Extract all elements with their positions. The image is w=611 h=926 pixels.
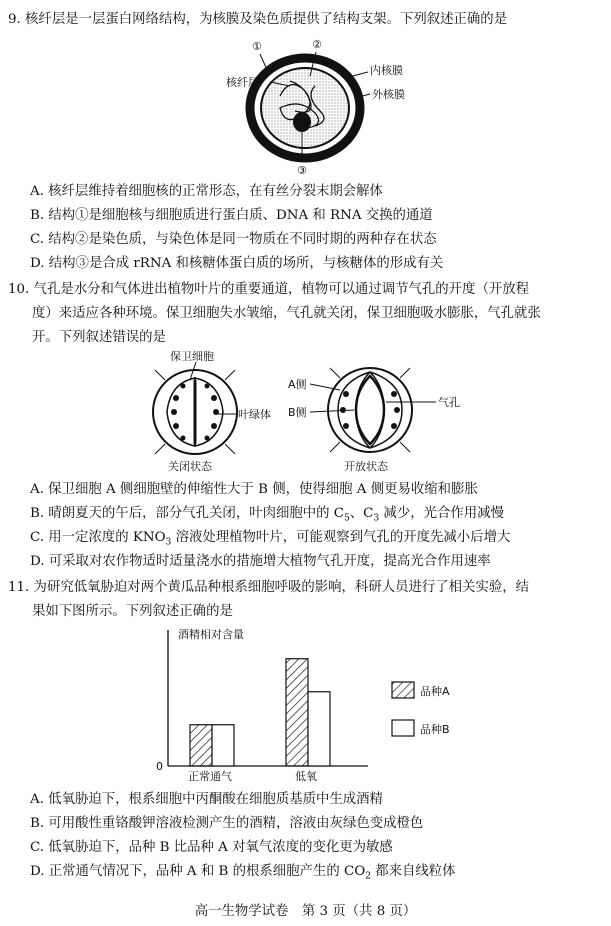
label-nuclear-lamina: 核纤层 (226, 76, 259, 89)
nucleolus-shape (293, 112, 311, 132)
q10-option-b[interactable]: B. 晴朗夏天的午后，部分气孔关闭，叶肉细胞中的 $C_5$、$C_3$ 减少，光合作用减慢 (30, 506, 504, 524)
open-stoma-shape (328, 368, 412, 452)
q10-stem-line1: 10. 气孔是水分和气体进出植物叶片的重要通道，植物可以通过调节气孔的开度（开放程 (8, 282, 530, 297)
legend-swatch-0 (392, 682, 414, 698)
bar-b-0 (212, 725, 234, 766)
label-circle-2: ② (312, 38, 322, 51)
q11-option-c[interactable]: C. 低氧胁迫下，品种 B 比品种 A 对氧气浓度的变化更为敏感 (30, 840, 393, 855)
label-chloroplast: 叶绿体 (238, 408, 271, 421)
q11-option-b[interactable]: B. 可用酸性重铬酸钾溶液检测产生的酒精，溶液由灰绿色变成橙色 (30, 816, 424, 831)
legend-label-1: 品种B (420, 723, 450, 736)
legend-swatch-1 (392, 720, 414, 736)
category-label-0: 正常通气 (188, 770, 232, 783)
q9-option-c[interactable]: C. 结构②是染色质，与染色体是同一物质在不同时期的两种存在状态 (30, 232, 437, 247)
label-side-a: A侧 (288, 378, 307, 391)
q11-stem-line1: 11. 为研究低氧胁迫对两个黄瓜品种根系细胞呼吸的影响，科研人员进行了相关实验，结 (8, 580, 530, 595)
label-open-state: 开放状态 (344, 460, 388, 473)
q9-option-a[interactable]: A. 核纤层维持着细胞核的正常形态，在有丝分裂末期会解体 (30, 184, 383, 199)
q10-stem-line2: 度）来适应各种环境。保卫细胞失水皱缩，气孔就关闭，保卫细胞吸水膨胀，气孔就张 (32, 306, 541, 321)
alcohol-chart (140, 622, 480, 784)
q11-stem-line2: 果如下图所示。下列叙述正确的是 (32, 604, 233, 619)
q10-option-d[interactable]: D. 可采取对农作物适时适量浇水的措施增大植物气孔开度，提高光合作用速率 (30, 554, 491, 569)
bar-b-1 (308, 692, 330, 766)
nucleus-figure (220, 36, 440, 176)
q11-option-d[interactable]: D. 正常通气情况下，品种 A 和 B 的根系细胞产生的 $CO_2$ 都来自线粒体 (30, 864, 456, 882)
label-stoma: 气孔 (438, 396, 460, 409)
q9-option-b[interactable]: B. 结构①是细胞核与细胞质进行蛋白质、DNA 和 RNA 交换的通道 (30, 208, 433, 223)
legend-label-0: 品种A (420, 685, 450, 698)
q10-option-c[interactable]: C. 用一定浓度的 $KNO_3$ 溶液处理植物叶片，可能观察到气孔的开度先减小后增大 (30, 530, 511, 548)
label-side-b: B侧 (288, 406, 307, 419)
inner-membrane-shape (261, 68, 349, 148)
label-circle-3: ③ (297, 164, 307, 176)
label-outer-membrane: 外核膜 (372, 88, 405, 101)
closed-stoma-shape (153, 370, 237, 454)
label-closed-state: 关闭状态 (168, 460, 212, 473)
stomata-figure (140, 350, 470, 475)
q10-stem-line3: 开。下列叙述错误的是 (32, 330, 166, 345)
bar-a-1 (286, 659, 308, 766)
q11-option-a[interactable]: A. 低氧胁迫下，根系细胞中丙酮酸在细胞质基质中生成酒精 (30, 792, 383, 807)
q9-option-d[interactable]: D. 结构③是合成 rRNA 和核糖体蛋白质的场所，与核糖体的形成有关 (30, 256, 444, 271)
label-inner-membrane: 内核膜 (370, 64, 403, 77)
y-axis-label: 酒精相对含量 (178, 628, 244, 641)
label-circle-1: ① (252, 40, 262, 53)
bar-a-0 (190, 725, 212, 766)
label-guard-cell: 保卫细胞 (170, 350, 214, 363)
q10-option-a[interactable]: A. 保卫细胞 A 侧细胞壁的伸缩性大于 B 侧，使得细胞 A 侧更易收缩和膨胀 (30, 482, 478, 497)
origin-label: 0 (156, 760, 163, 773)
page-footer: 高一生物学试卷 第 3 页（共 8 页） (194, 904, 417, 919)
category-label-1: 低氧 (295, 770, 317, 783)
q9-stem: 9. 核纤层是一层蛋白网络结构，为核膜及染色质提供了结构支架。下列叙述正确的是 (8, 12, 508, 27)
